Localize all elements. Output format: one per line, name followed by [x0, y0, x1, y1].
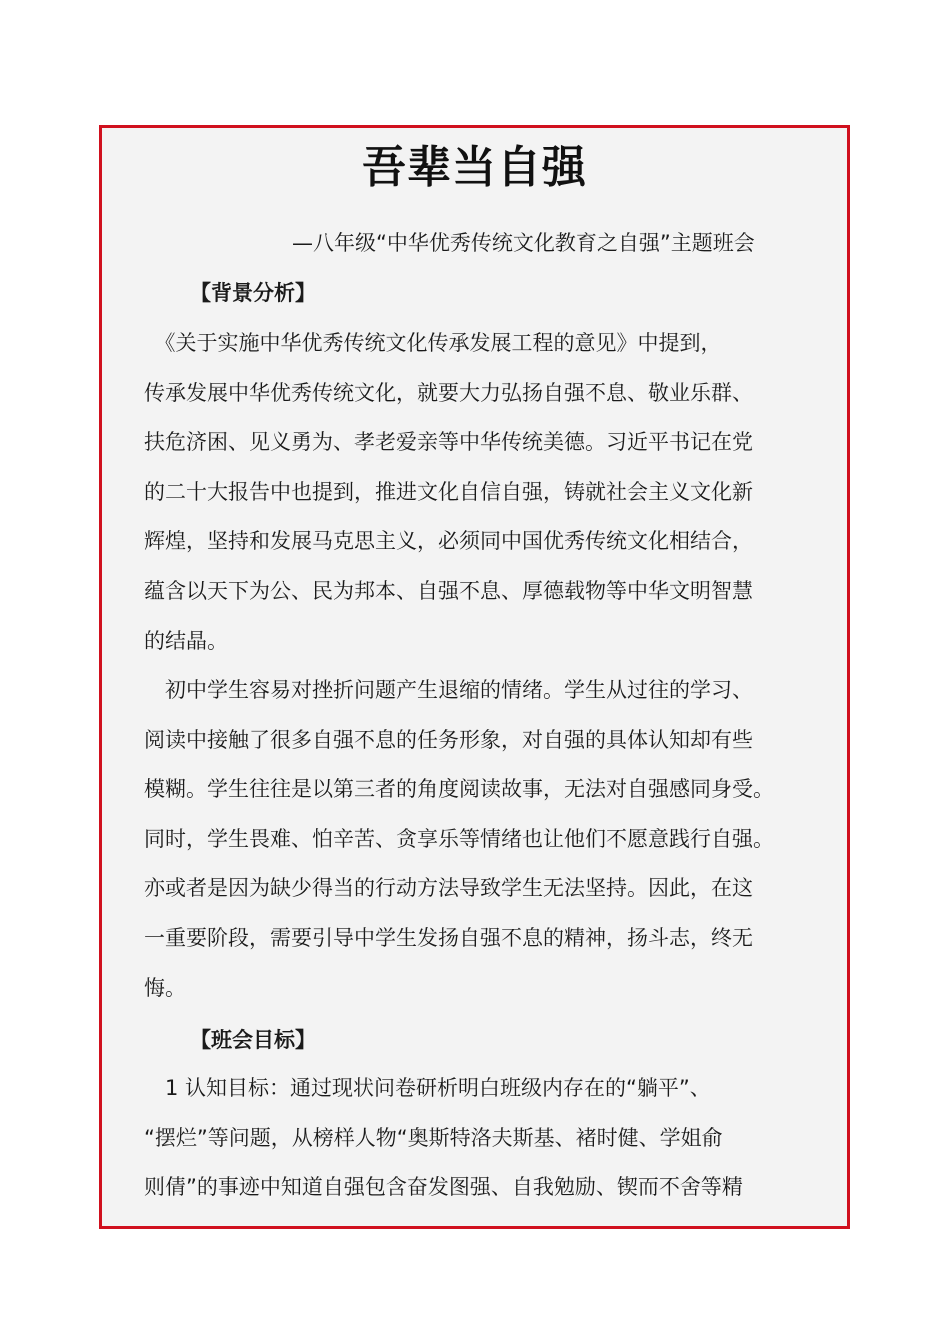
text-line: 的二十大报告中也提到，推进文化自信自强，铸就社会主义文化新: [144, 479, 753, 504]
text-line: 亦或者是因为缺少得当的行动方法导致学生无法坚持。因此，在这: [144, 876, 753, 901]
text-line: 1 认知目标：通过现状问卷研析明白班级内存在的“躺平”、: [144, 1076, 711, 1100]
paragraph-goals-1: [144, 1064, 824, 1213]
text-line: 的结晶。: [144, 628, 228, 653]
text-line: 悔。: [144, 975, 186, 1000]
document-page: [99, 125, 850, 1229]
section-heading-background: 【背景分析】: [190, 281, 316, 305]
text-line: “摆烂”等问题，从榜样人物“奥斯特洛夫斯基、褚时健、学姐俞: [144, 1125, 723, 1150]
section-heading-goals: 【班会目标】: [190, 1028, 316, 1052]
text-line: 模糊。学生往往是以第三者的角度阅读故事，无法对自强感同身受。: [144, 777, 774, 802]
text-line: 扶危济困、见义勇为、孝老爱亲等中华传统美德。习近平书记在党: [144, 430, 753, 455]
text-line: 阅读中接触了很多自强不息的任务形象，对自强的具体认知却有些: [144, 727, 753, 752]
text-line: 《关于实施中华优秀传统文化传承发展工程的意见》中提到，: [144, 331, 722, 355]
text-line: 辉煌，坚持和发展马克思主义，必须同中国优秀传统文化相结合，: [144, 529, 753, 554]
paragraph-background-1: [144, 319, 824, 666]
text-line: 蕴含以天下为公、民为邦本、自强不息、厚德载物等中华文明智慧: [144, 578, 753, 603]
paragraph-background-2: [144, 666, 824, 1013]
text-line: 同时，学生畏难、怕辛苦、贪享乐等情绪也让他们不愿意践行自强。: [144, 826, 774, 851]
text-line: 一重要阶段，需要引导中学生发扬自强不息的精神，扬斗志，终无: [144, 925, 753, 950]
document-subtitle: —八年级“中华优秀传统文化教育之自强”主题班会: [292, 231, 755, 255]
text-line: 则倩”的事迹中知道自强包含奋发图强、自我勉励、锲而不舍等精: [144, 1175, 743, 1200]
document-title: 吾辈当自强: [362, 142, 587, 193]
text-line: 初中学生容易对挫折问题产生退缩的情绪。学生从过往的学习、: [144, 678, 753, 702]
text-line: 传承发展中华优秀传统文化，就要大力弘扬自强不息、敬业乐群、: [144, 380, 753, 405]
